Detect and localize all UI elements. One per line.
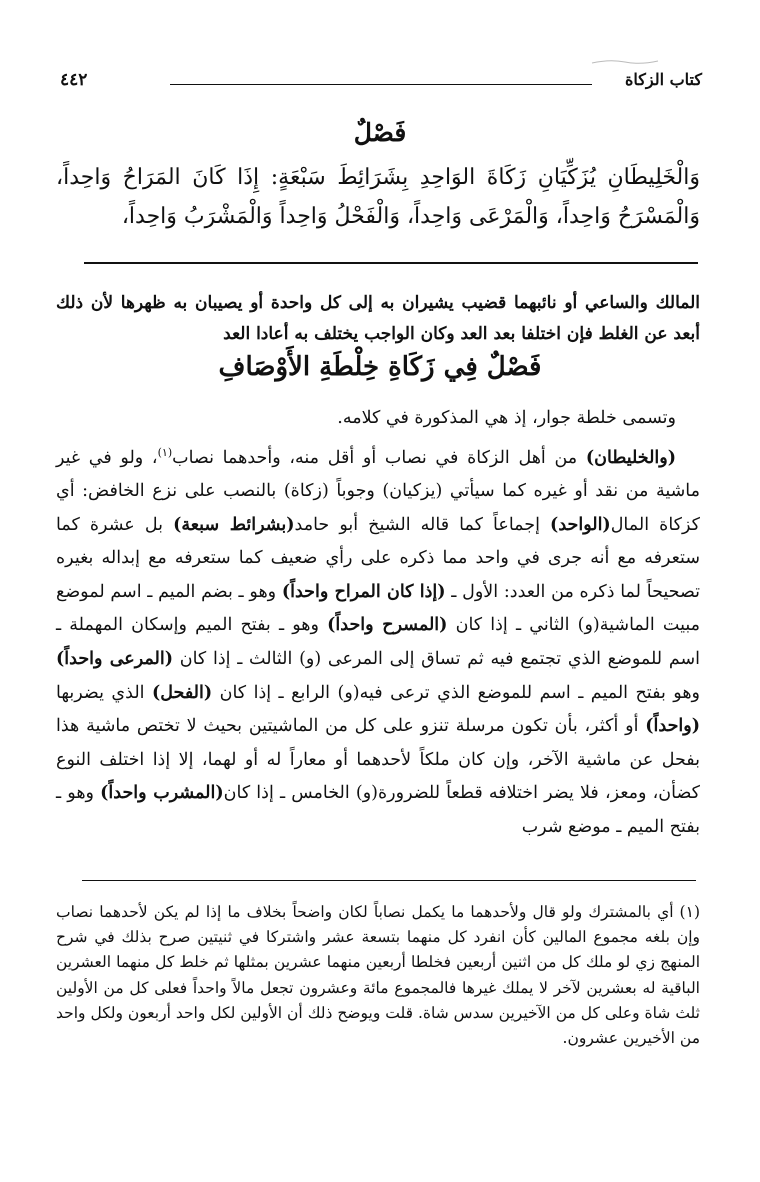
commentary-text: وهو ـ بضم الميم ـ اسم لموضع مبيت الماشية(و) الثاني ـ إذا كان xyxy=(56,581,701,636)
matn-divider xyxy=(84,262,698,264)
margin-note: المالك والساعي أو نائبهما قضيب يشيران به إلى كل واحدة أو يصيبان به ظهرها لأن ذلك أبعد عن الغلط فإن اختلفا بعد العد وكان الواجب يختلف به أعادا العد xyxy=(56,293,700,344)
commentary-paragraph-1: وتسمى خلطة جوار، إذ هي المذكورة في كلامه. xyxy=(337,408,676,428)
commentary-text: أو أكثر، بأن تكون مرسلة تنزو على كل من الماشيتين بحيث لا تختص ماشية هذا بفحل عن ماشية الآخر، وإن كان ملكاً لأحدهما أو معاراً له أو لهما، إلا إذا اختلف النوع كضأن، ومعز، فلا يضر اختلافه قطعاً للضرورة(و) الخامس ـ إذا كان xyxy=(56,716,700,804)
margin-pencil-mark xyxy=(590,58,660,66)
commentary-heading: فَصْلٌ فِي زَكَاةِ خِلْطَةِ الأَوْصَافِ xyxy=(218,352,542,382)
commentary-body xyxy=(56,402,700,845)
commentary-paragraph-2 xyxy=(56,436,700,845)
quoted-matn: (المرعى واحداً) xyxy=(56,648,173,669)
quoted-matn: (والخليطان) xyxy=(585,447,676,468)
quoted-matn: (المشرب واحداً) xyxy=(100,783,224,804)
commentary-text: إجماعاً كما قاله الشيخ أبو حامد xyxy=(294,514,551,535)
footnote-reference[interactable]: (١) xyxy=(157,445,173,459)
commentary-text: ، ولو في غير ماشية من نقد أو غيره كما سيأتي (يزكيان) وجوباً (زكاة) بالنصب على نزع الخافض: أي كزكاة المال xyxy=(56,447,700,535)
quoted-matn: (الواحد) xyxy=(550,514,611,535)
header-rule xyxy=(170,84,592,85)
commentary-text: من أهل الزكاة في نصاب أو أقل منه، وأحدهما نصاب xyxy=(172,447,586,468)
quoted-matn: (إذا كان المراح واحداً) xyxy=(281,581,446,602)
quoted-matn: (واحداً) xyxy=(645,716,700,737)
quoted-matn: (المسرح واحداً) xyxy=(327,615,448,636)
quoted-matn: (بشرائط سبعة) xyxy=(173,514,295,535)
page-number: ٤٤٢ xyxy=(60,70,88,90)
footnote-divider xyxy=(82,880,696,881)
commentary-text: الذي يضربها xyxy=(56,682,152,703)
quoted-matn: (الفحل) xyxy=(151,682,213,703)
commentary-text: وهو ـ بفتح الميم ـ موضع شرب xyxy=(56,783,700,837)
footnote-text: أي بالمشترك ولو قال ولأحدهما ما يكمل نصاباً لكان واضحاً بخلاف ما إذا لم يكن لأحدهما نصاب وإن بلغه مجموع المالين كأن انفرد كل منهما بتسعة عشر واشتركا في ثنيتين صرح بذلك في شرح المنهج زي لو ملك كل من اثنين أربعين فخلطا أربعين منهما عشرين بمثلها ثم خلط كل منهما العشرين الباقية له بعشرين لآخر لا يملك غيرها فالمجموع مائة وعشرون تجعل مالاً واحداً فعلى كل من الأولين ثلث شاة وعلى كل من الآخيرين سدس شاة. قلت ويوضح ذلك أن الأولين لكل واحد أربعون ولكل واحد من الأخيرين عشرون. xyxy=(56,903,700,1048)
running-header xyxy=(60,70,702,100)
commentary-text: بل عشرة كما ستعرفه مع أنه جرى في واحد مما ذكره على رأي ضعيف كما ستعرفه مع إبداله بغيره تصحيحاً لما ذكره من العدد: الأول ـ xyxy=(56,514,700,602)
footnote-number: (١) xyxy=(679,903,700,921)
footnote xyxy=(56,900,700,1051)
running-header-title: كتاب الزكاة xyxy=(625,70,702,89)
matn-text: وَالْخَلِيطَانِ يُزَكِّيَانِ زَكَاةَ الوَاحِدِ بِشَرَائِطَ سَبْعَةٍ: إِذَا كَانَ المَرَاحُ وَاحِداً، وَالْمَسْرَحُ وَاحِداً، وَالْمَرْعَى وَاحِداً، وَالْفَحْلُ وَاحِداً وَالْمَشْرَبُ وَاحِداً، xyxy=(56,165,700,229)
commentary-text: وهو بفتح الميم ـ اسم للموضع الذي ترعى فيه(و) الرابع ـ إذا كان xyxy=(212,682,700,703)
commentary-text: وهو ـ بفتح الميم وإسكان المهملة ـ اسم للموضع الذي تجتمع فيه ثم تساق إلى المرعى (و) الثالث ـ إذا كان xyxy=(56,615,701,669)
matn-section-heading: فَصْلٌ xyxy=(353,118,407,147)
